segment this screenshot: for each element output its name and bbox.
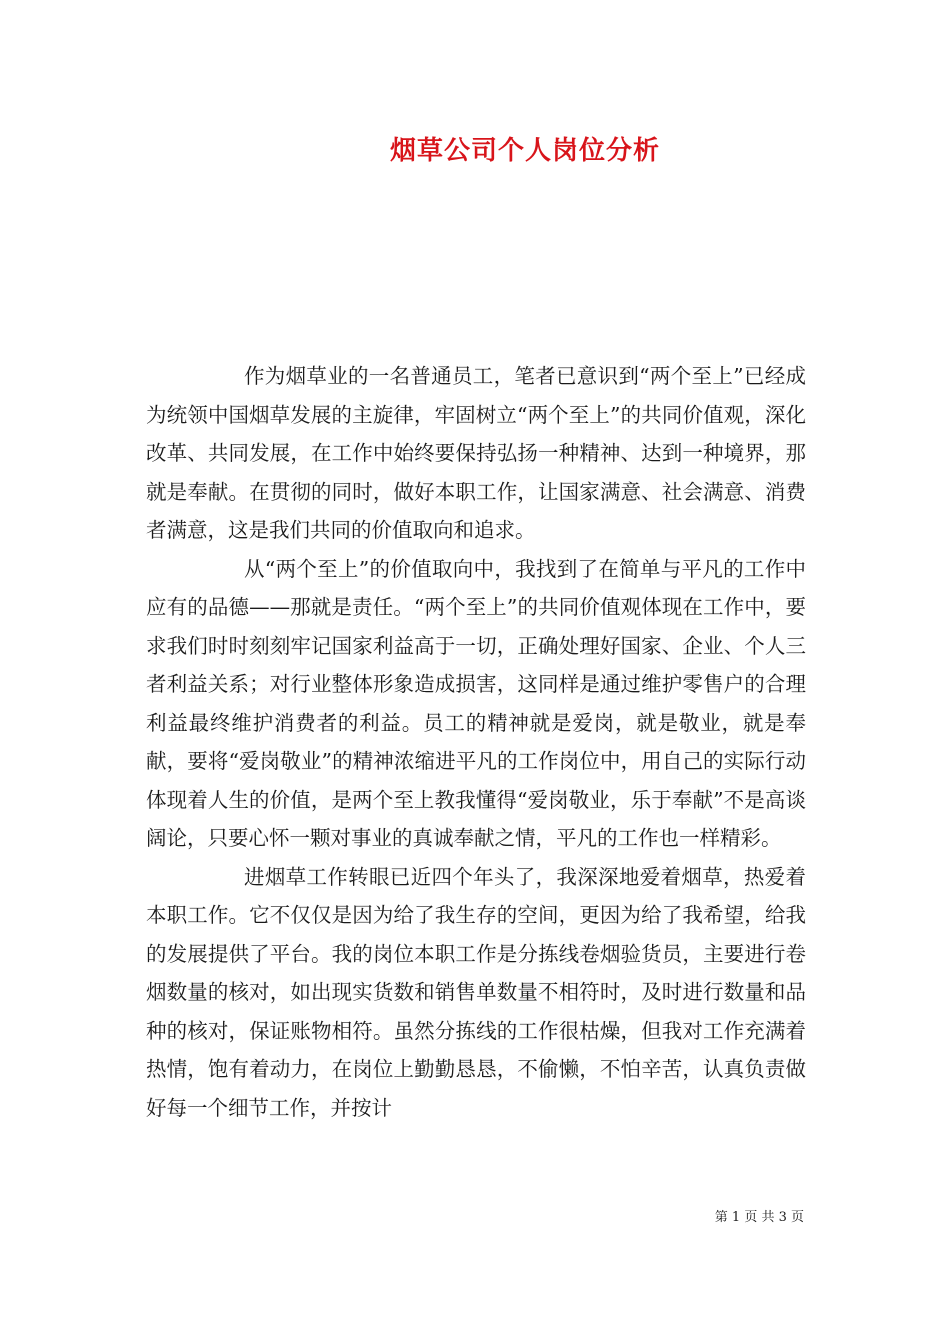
paragraph-3: 进烟草工作转眼已近四个年头了，我深深地爱着烟草，热爱着本职工作。它不仅仅是因为给了我生存的空间，更因为给了我希望，给我的发展提供了平台。我的岗位本职工作是分拣线卷烟验货员，主要进行卷烟数量的核对，如出现实货数和销售单数量不相符时，及时进行数量和品种的核对，保证账物相符。虽然分拣线的工作很枯燥，但我对工作充满着热情，饱有着动力，在岗位上勤勤恳恳，不偷懒，不怕辛苦，认真负责做好每一个细节工作，并按计 (146, 864, 806, 1120)
page-number-footer: 第 1 页 共 3 页 (714, 1210, 804, 1225)
document-body (146, 357, 806, 1127)
paragraph-2: 从“两个至上”的价值取向中，我找到了在简单与平凡的工作中应有的品德——那就是责任。“两个至上”的共同价值观体现在工作中，要求我们时时刻刻牢记国家利益高于一切，正确处理好国家、企业、个人三者利益关系；对行业整体形象造成损害，这同样是通过维护零售户的合理利益最终维护消费者的利益。员工的精神就是爱岗，就是敬业，就是奉献，要将“爱岗敬业”的精神浓缩进平凡的工作岗位中，用自己的实际行动体现着人生的价值，是两个至上教我懂得“爱岗敬业，乐于奉献”不是高谈阔论，只要心怀一颗对事业的真诚奉献之情，平凡的工作也一样精彩。 (146, 556, 806, 850)
document-title: 烟草公司个人岗位分析 (389, 136, 660, 166)
paragraph-1: 作为烟草业的一名普通员工，笔者已意识到“两个至上”已经成为统领中国烟草发展的主旋律，牢固树立“两个至上”的共同价值观，深化改革、共同发展，在工作中始终要保持弘扬一种精神、达到一种境界，那就是奉献。在贯彻的同时，做好本职工作，让国家满意、社会满意、消费者满意，这是我们共同的价值取向和追求。 (146, 364, 806, 542)
